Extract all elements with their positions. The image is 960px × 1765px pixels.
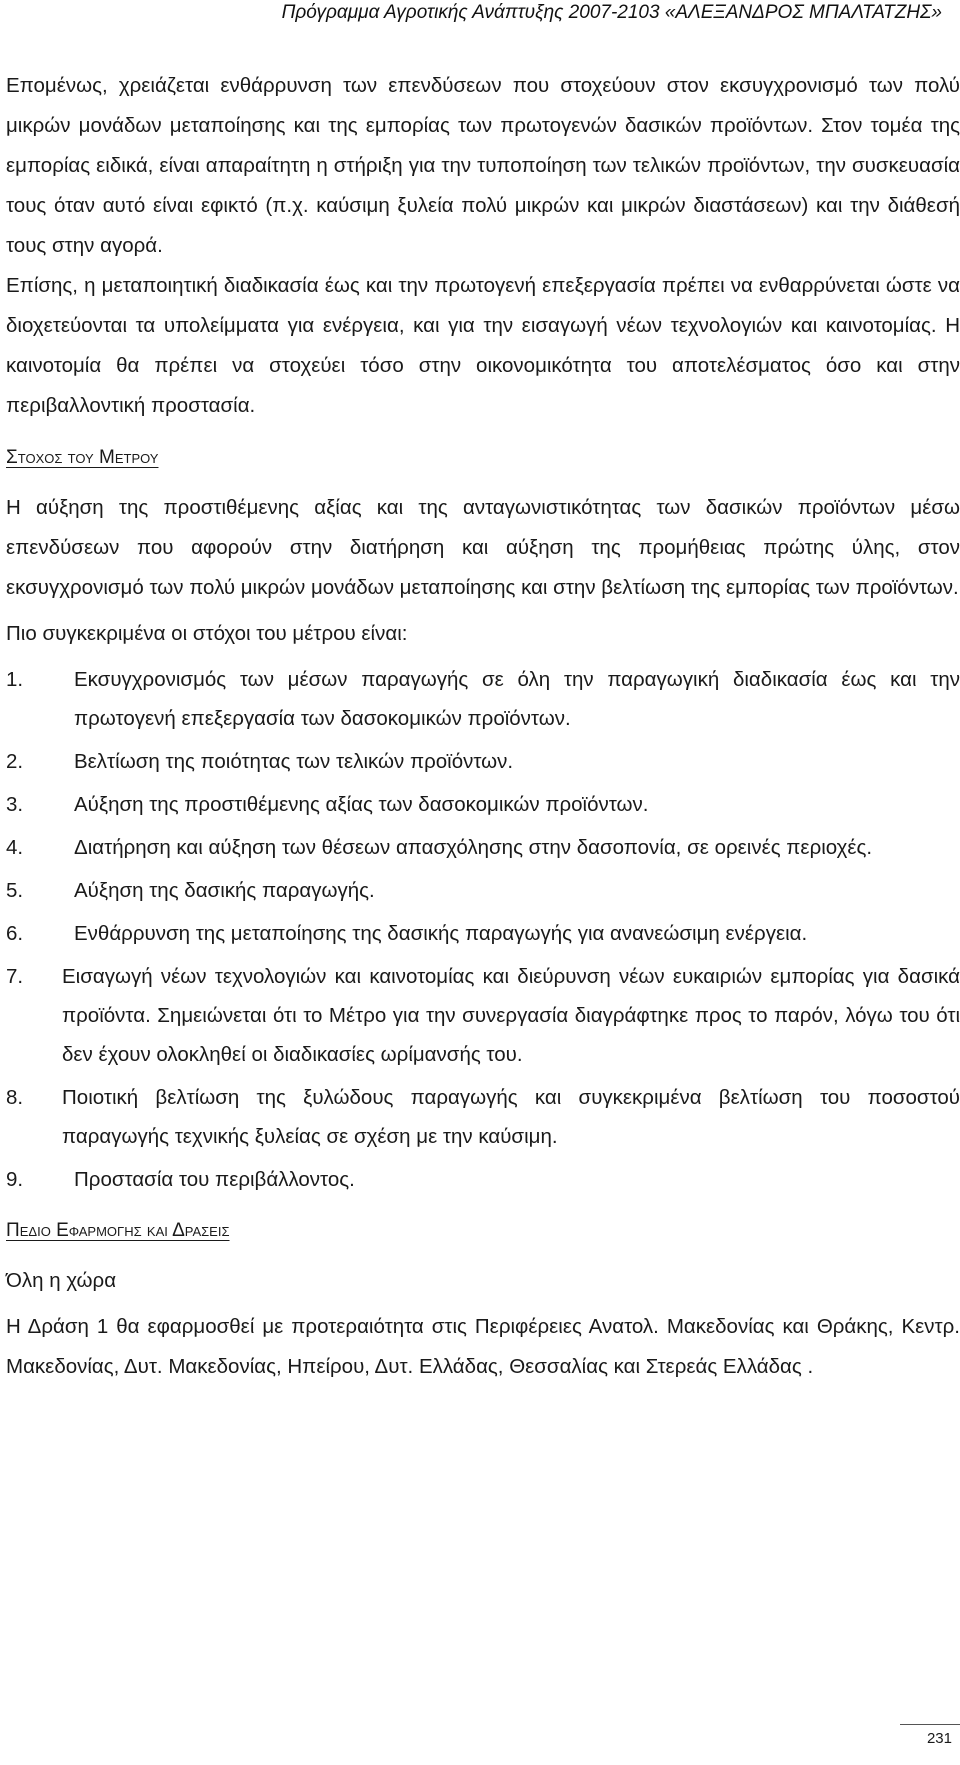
section-heading-objective: Στοχος του Μετρου	[6, 447, 159, 468]
objectives-list	[6, 660, 960, 1199]
list-item-text: Προστασία του περιβάλλοντος.	[74, 1168, 355, 1191]
list-item-text: Διατήρηση και αύξηση των θέσεων απασχόλησης στην δασοπονία, σε ορεινές περιοχές.	[74, 836, 873, 859]
list-item	[6, 871, 960, 910]
list-item-text: Ενθάρρυνση της μεταποίησης της δασικής παραγωγής για ανανεώσιμη ενέργεια.	[74, 922, 808, 945]
list-item-number: 8.	[6, 1086, 24, 1109]
objective-paragraph: Η αύξηση της προστιθέμενης αξίας και της ανταγωνιστικότητας των δασικών προϊόντων μέσω επενδύσεων που αφορούν στην διατήρηση και αύξηση της προμήθειας πρώτης ύλης, στον εκσυγχρονισμό των πολύ μικρών μονάδων μεταποίησης και στην βελτίωση της εμπορίας των προϊόντων.	[6, 496, 960, 599]
page-number: 231	[926, 1730, 952, 1747]
list-item	[6, 742, 960, 781]
list-item	[6, 828, 960, 867]
list-item-text: Αύξηση της δασικής παραγωγής.	[74, 879, 375, 902]
list-item-text: Εκσυγχρονισμός των μέσων παραγωγής σε όλη την παραγωγική διαδικασία έως και την πρωτογενή επεξεργασία των δασοκομικών προϊόντων.	[74, 668, 960, 730]
footer-divider	[900, 1724, 960, 1725]
list-item	[6, 957, 960, 1074]
objectives-intro: Πιο συγκεκριμένα οι στόχοι του μέτρου είναι:	[6, 622, 408, 645]
list-item-text: Βελτίωση της ποιότητας των τελικών προϊόντων.	[74, 750, 514, 773]
section-heading-scope: Πεδιο Εφαρμογης και Δρασεις	[6, 1220, 230, 1241]
list-item-number: 9.	[6, 1168, 24, 1191]
list-item-number: 6.	[6, 922, 24, 945]
paragraph-investment: Επομένως, χρειάζεται ενθάρρυνση των επενδύσεων που στοχεύουν στον εκσυγχρονισμό των πολύ μικρών μονάδων μεταποίησης και της εμπορίας των πρωτογενών δασικών προϊόντων. Στον τομέα της εμπορίας ειδικά, είναι απαραίτητη η στήριξη για την τυποποίηση των τελικών προϊόντων, την συσκευασία τους όταν αυτό είναι εφικτό (π.χ. καύσιμη ξυλεία πολύ μικρών και μικρών διαστάσεων) και την διάθεσή τους στην αγορά.	[6, 74, 960, 257]
running-header: Πρόγραμμα Αγροτικής Ανάπτυξης 2007-2103 «ΑΛΕΞΑΝΔΡΟΣ ΜΠΑΛΤΑΤΖΗΣ»	[281, 2, 942, 23]
list-item-text: Εισαγωγή νέων τεχνολογιών και καινοτομίας και διεύρυνση νέων ευκαιριών εμπορίας για δασικά προϊόντα. Σημειώνεται ότι το Μέτρο για την συνεργασία διαγράφτηκε προς το παρόν, λόγω του ότι δεν έχουν ολοκληθεί οι διαδικασίες ωρίμανσής του.	[62, 965, 960, 1066]
list-item-number: 3.	[6, 793, 24, 816]
list-item-number: 4.	[6, 836, 24, 859]
list-item-number: 2.	[6, 750, 24, 773]
paragraph-processing: Επίσης, η μεταποιητική διαδικασία έως και την πρωτογενή επεξεργασία πρέπει να ενθαρρύνεται ώστε να διοχετεύονται τα υπολείμματα για ενέργεια, και για την εισαγωγή νέων τεχνολογιών και καινοτομίας. Η καινοτομία θα πρέπει να στοχεύει τόσο στην οικονομικότητα του αποτελέσματος όσο και στην περιβαλλοντική προστασία.	[6, 274, 960, 417]
list-item	[6, 1160, 960, 1199]
list-item	[6, 660, 960, 738]
scope-text: Όλη η χώρα	[6, 1269, 117, 1292]
list-item	[6, 1078, 960, 1156]
list-item-number: 1.	[6, 668, 24, 691]
list-item-number: 7.	[6, 965, 24, 988]
list-item-text: Αύξηση της προστιθέμενης αξίας των δασοκομικών προϊόντων.	[74, 793, 649, 816]
document-body	[6, 66, 960, 1387]
list-item-number: 5.	[6, 879, 24, 902]
list-item	[6, 785, 960, 824]
scope-paragraph: Η Δράση 1 θα εφαρμοσθεί με προτεραιότητα στις Περιφέρειες Ανατολ. Μακεδονίας και Θράκης, Κεντρ. Μακεδονίας, Δυτ. Μακεδονίας, Ηπείρου, Δυτ. Ελλάδας, Θεσσαλίας και Στερεάς Ελλάδας .	[6, 1315, 960, 1378]
list-item	[6, 914, 960, 953]
list-item-text: Ποιοτική βελτίωση της ξυλώδους παραγωγής και συγκεκριμένα βελτίωση του ποσοστού παραγωγής τεχνικής ξυλείας σε σχέση με την καύσιμη.	[62, 1086, 960, 1148]
